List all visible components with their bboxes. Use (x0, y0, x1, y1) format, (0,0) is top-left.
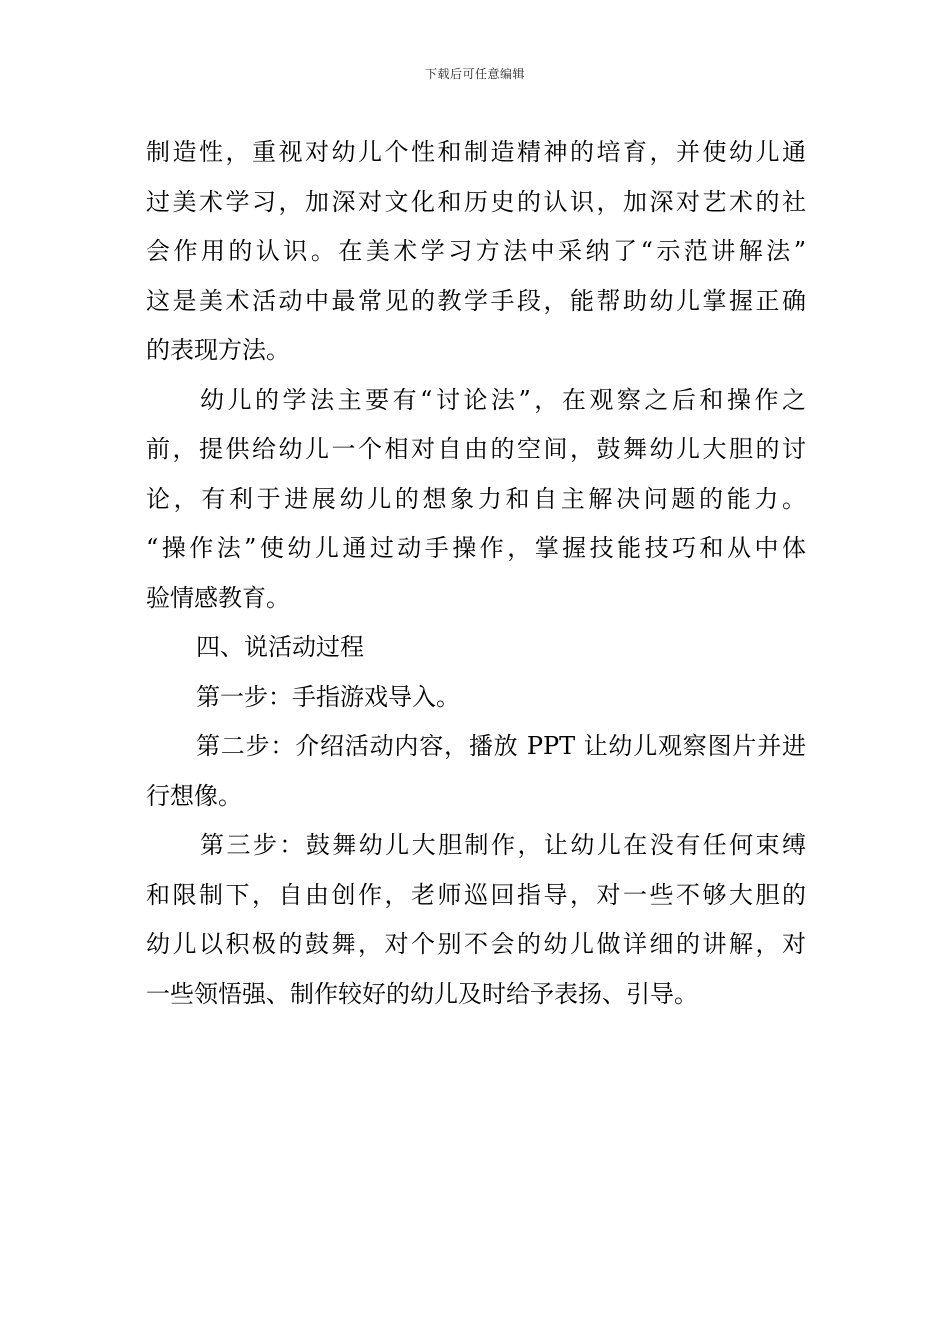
text-line: 论，有利于进展幼儿的想象力和自主解决问题的能力。 (146, 484, 806, 513)
text-line: 行想像。 (146, 781, 242, 810)
text-line: 前，提供给幼儿一个相对自由的空间，鼓舞幼儿大胆的讨 (146, 435, 806, 463)
body-text (146, 128, 806, 1019)
text-line: 和限制下，自由创作，老师巡回指导，对一些不够大胆的 (146, 880, 806, 909)
text-line: 一些领悟强、制作较好的幼儿及时给予表扬、引导。 (146, 979, 698, 1008)
text-line: 会作用的认识。在美术学习方法中采纳了“示范讲解法” (146, 237, 806, 265)
text-line: 这是美术活动中最常见的教学手段，能帮助幼儿掌握正确 (146, 286, 806, 315)
text-line: 验情感教育。 (146, 583, 290, 612)
text-line: 的表现方法。 (146, 336, 290, 364)
text-line: 幼儿的学法主要有“讨论法”，在观察之后和操作之 (200, 385, 806, 414)
text-line: “操作法”使幼儿通过动手操作，掌握技能技巧和从中体 (146, 534, 806, 562)
text-line: 第三步：鼓舞幼儿大胆制作，让幼儿在没有任何束缚 (200, 831, 806, 859)
section-heading: 四、说活动过程 (196, 633, 364, 661)
page-header: 下载后可任意编辑 (424, 67, 525, 81)
text-line: 过美术学习，加深对文化和历史的认识，加深对艺术的社 (146, 187, 806, 216)
text-line: 幼儿以积极的鼓舞，对个别不会的幼儿做详细的讲解，对 (146, 930, 806, 958)
text-line: 制造性，重视对幼儿个性和制造精神的培育，并使幼儿通 (146, 138, 806, 166)
text-line: 第一步：手指游戏导入。 (196, 682, 460, 711)
text-line: 第二步：介绍活动内容，播放 PPT 让幼儿观察图片并进 (196, 732, 806, 760)
